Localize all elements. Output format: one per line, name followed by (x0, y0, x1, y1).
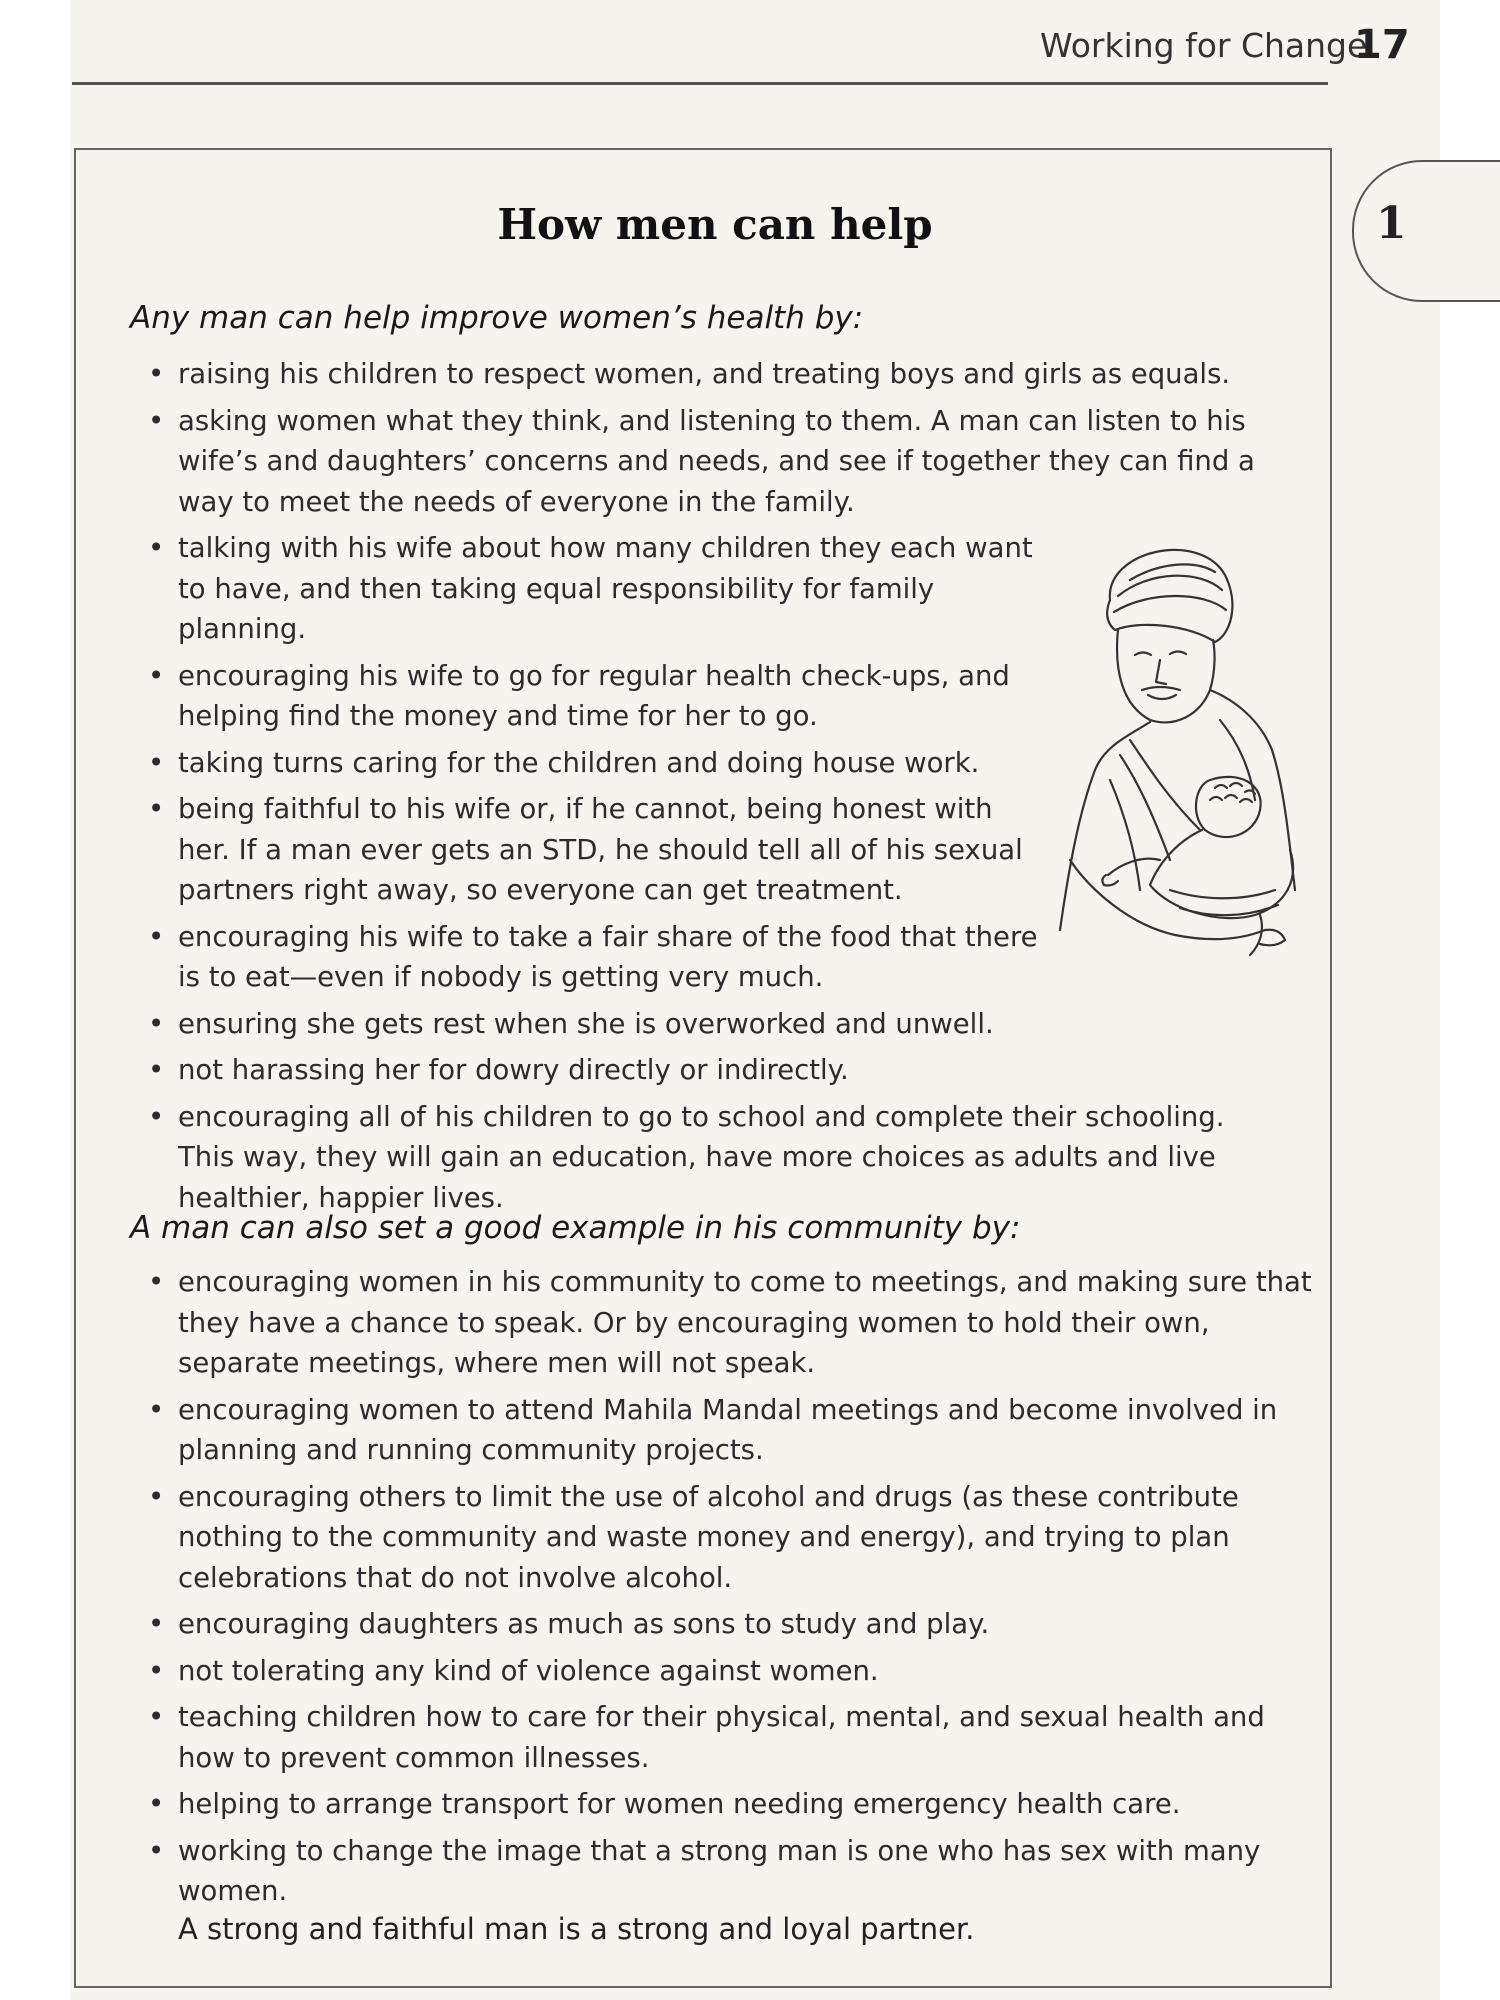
list-item: • not harassing her for dowry directly or indirectly. (148, 1050, 1268, 1091)
closing-statement: A strong and faithful man is a strong and loyal partner. (178, 1912, 975, 1946)
list-item: • taking turns caring for the children and doing house work. (148, 743, 1038, 784)
list-item: • encouraging his wife to go for regular health check-ups, and helping find the money and time for her to go. (148, 656, 1038, 737)
header-rule (72, 82, 1328, 85)
chapter-number: 1 (1376, 198, 1407, 249)
list-item: • encouraging women in his community to come to meetings, and making sure that they have a chance to speak. Or by encouraging women to hold their own, separate meetings, where men will not speak. (148, 1262, 1318, 1384)
list-item: • ensuring she gets rest when she is overworked and unwell. (148, 1004, 1268, 1045)
list-item: • encouraging women to attend Mahila Mandal meetings and become involved in planning and running community projects. (148, 1390, 1318, 1471)
list-item: • asking women what they think, and listening to them. A man can listen to his wife’s and daughters’ concerns and needs, and see if together they can find a way to meet the needs of everyone in the family. (148, 401, 1268, 523)
bullet-list-community (148, 1262, 1318, 1918)
section-heading-community: A man can also set a good example in his community by: (130, 1210, 1021, 1246)
page-margin-left (0, 0, 70, 2000)
list-item: • teaching children how to care for their physical, mental, and sexual health and how to prevent common illnesses. (148, 1697, 1318, 1778)
list-item: • helping to arrange transport for women needing emergency health care. (148, 1784, 1318, 1825)
list-item: • not tolerating any kind of violence against women. (148, 1651, 1318, 1692)
list-item: • working to change the image that a strong man is one who has sex with many women. (148, 1831, 1318, 1912)
list-item: • raising his children to respect women, and treating boys and girls as equals. (148, 354, 1268, 395)
box-title: How men can help (497, 200, 933, 249)
list-item: • encouraging his wife to take a fair share of the food that there is to eat—even if nobody is getting very much. (148, 917, 1038, 998)
list-item: • being faithful to his wife or, if he cannot, being honest with her. If a man ever gets an STD, he should tell all of his sexual partners right away, so everyone can get treatment. (148, 789, 1038, 911)
page-number: 17 (1354, 22, 1410, 68)
section-heading-household: Any man can help improve women’s health by: (130, 300, 864, 336)
list-item: • talking with his wife about how many children they each want to have, and then taking equal responsibility for family planning. (148, 528, 1038, 650)
running-head: Working for Change (1040, 26, 1368, 65)
list-item: • encouraging all of his children to go to school and complete their schooling. This way, they will gain an education, have more choices as adults and live healthier, happier lives. (148, 1097, 1268, 1219)
list-item: • encouraging daughters as much as sons to study and play. (148, 1604, 1318, 1645)
father-holding-baby-illustration (1010, 530, 1310, 970)
list-item: • encouraging others to limit the use of alcohol and drugs (as these contribute nothing to the community and waste money and energy), and trying to plan celebrations that do not involve alcohol. (148, 1477, 1318, 1599)
